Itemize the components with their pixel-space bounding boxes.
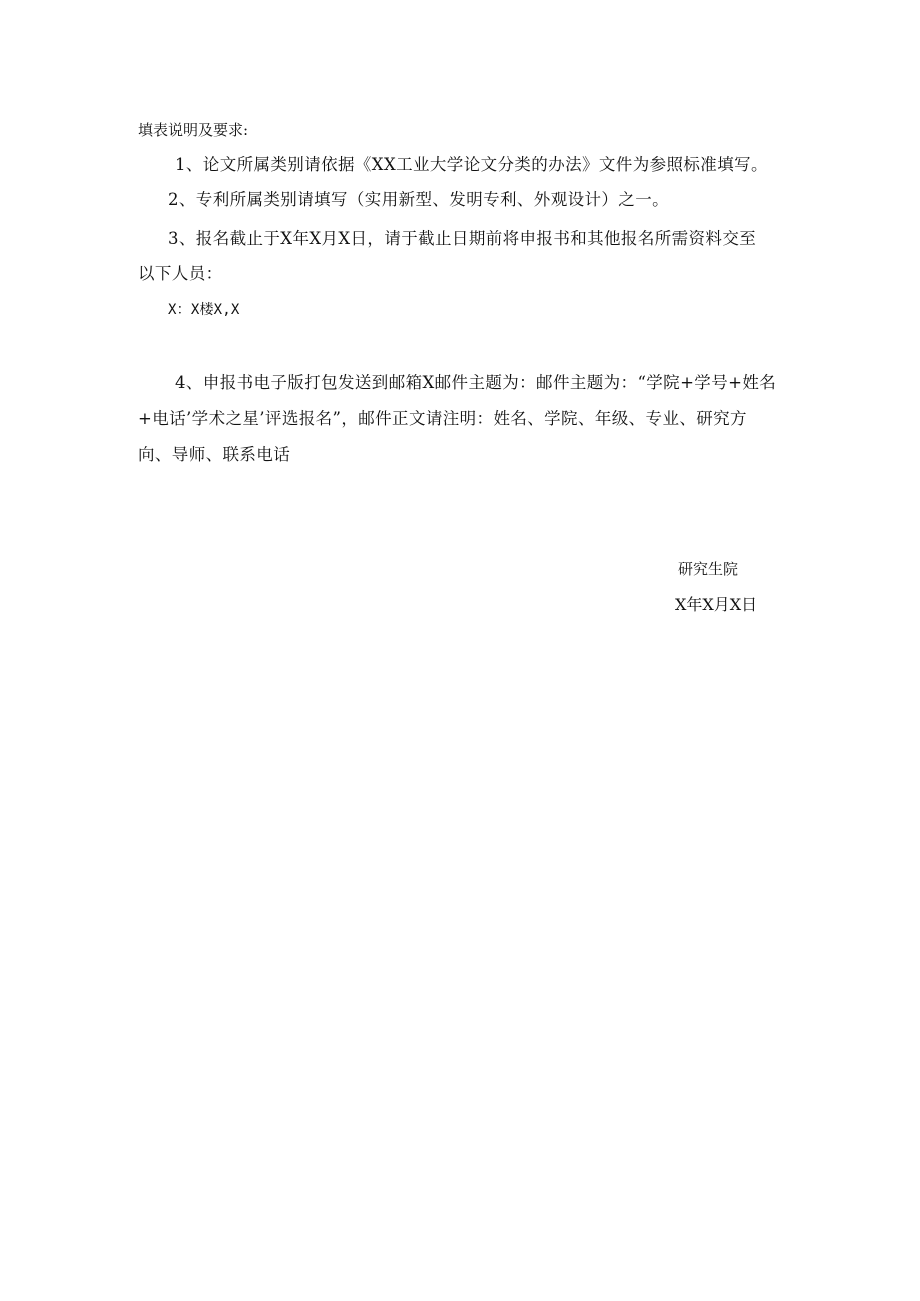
instructions-heading: 填表说明及要求:: [138, 121, 249, 139]
contact-info: X：X楼X,X: [168, 302, 240, 318]
signature-organization: 研究生院: [678, 560, 739, 578]
instruction-item-1: 1、论文所属类别请依据《XX工业大学论文分类的办法》文件为参照标准填写。: [175, 155, 768, 174]
instruction-item-3: 3、报名截止于X年X月X日，请于截止日期前将申报书和其他报名所需资料交至: [168, 229, 757, 248]
signature-date: X年X月X日: [675, 595, 758, 614]
instruction-item-4-end: 向、导师、联系电话: [138, 445, 291, 464]
instruction-item-2: 2、专利所属类别请填写（实用新型、发明专利、外观设计）之一。: [168, 190, 669, 209]
instruction-item-4-continued: +电话’学术之星’评选报名”，邮件正文请注明：姓名、学院、年级、专业、研究方: [138, 409, 747, 428]
instruction-item-3-continued: 以下人员：: [138, 264, 223, 283]
instruction-item-4: 4、申报书电子版打包发送到邮箱X邮件主题为：邮件主题为：“学院+学号+姓名: [175, 373, 777, 392]
